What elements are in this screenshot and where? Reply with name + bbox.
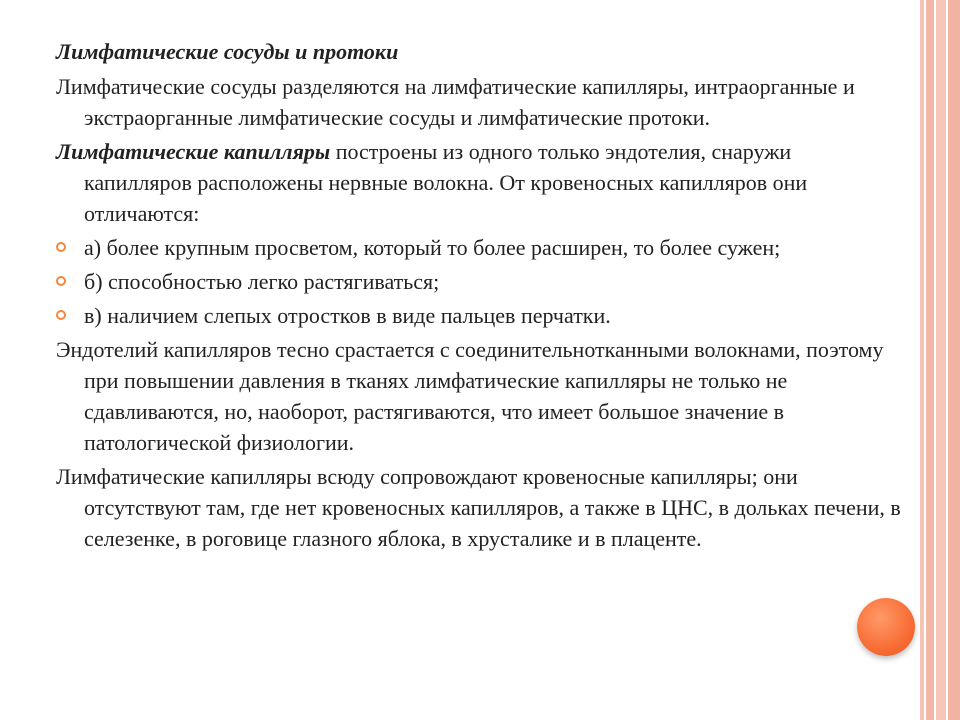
slide-content: [56, 36, 904, 557]
list-item-text: в) наличием слепых отростков в виде пальцев перчатки.: [84, 303, 611, 328]
paragraph-2-emphasis: Лимфатические капилляры: [56, 139, 331, 164]
paragraph-2-text: построены из одного только эндотелия, снаружи капилляров расположены нервные волокна. От кровеносных капилляров они отличаются:: [84, 139, 808, 226]
circle-bullet-icon: [56, 242, 66, 252]
stripe: [936, 0, 946, 720]
circle-bullet-icon: [56, 276, 66, 286]
stripe: [948, 0, 960, 720]
circle-bullet-icon: [56, 310, 66, 320]
stripe: [920, 0, 924, 720]
list-item-text: б) способностью легко растягиваться;: [84, 269, 440, 294]
orange-circle-decoration: [857, 598, 915, 656]
list-item: [56, 232, 904, 263]
decorative-stripes: [916, 0, 960, 720]
paragraph-3: Эндотелий капилляров тесно срастается с соединительнотканными волокнами, поэтому при повышении давления в тканях лимфатические капилляры не только не сдавливаются, но, наоборот, растягиваются, что имеет большое значение в патологической физиологии.: [56, 337, 884, 455]
paragraph-2: [56, 136, 904, 229]
paragraph-1: Лимфатические сосуды разделяются на лимфатические капилляры, интраорганные и экстраорганные лимфатические сосуды и лимфатические протоки.: [56, 74, 855, 130]
list-item-text: а) более крупным просветом, который то более расширен, то более сужен;: [84, 235, 781, 260]
list-item: [56, 300, 904, 331]
stripe: [926, 0, 934, 720]
paragraph-4: Лимфатические капилляры всюду сопровождают кровеносные капилляры; они отсутствуют там, где нет кровеносных капилляров, а также в ЦНС, в дольках печени, в селезенке, в роговице глазного яблока, в хрусталике и в плаценте.: [56, 464, 901, 551]
list-item: [56, 266, 904, 297]
slide-title: Лимфатические сосуды и протоки: [56, 39, 399, 64]
